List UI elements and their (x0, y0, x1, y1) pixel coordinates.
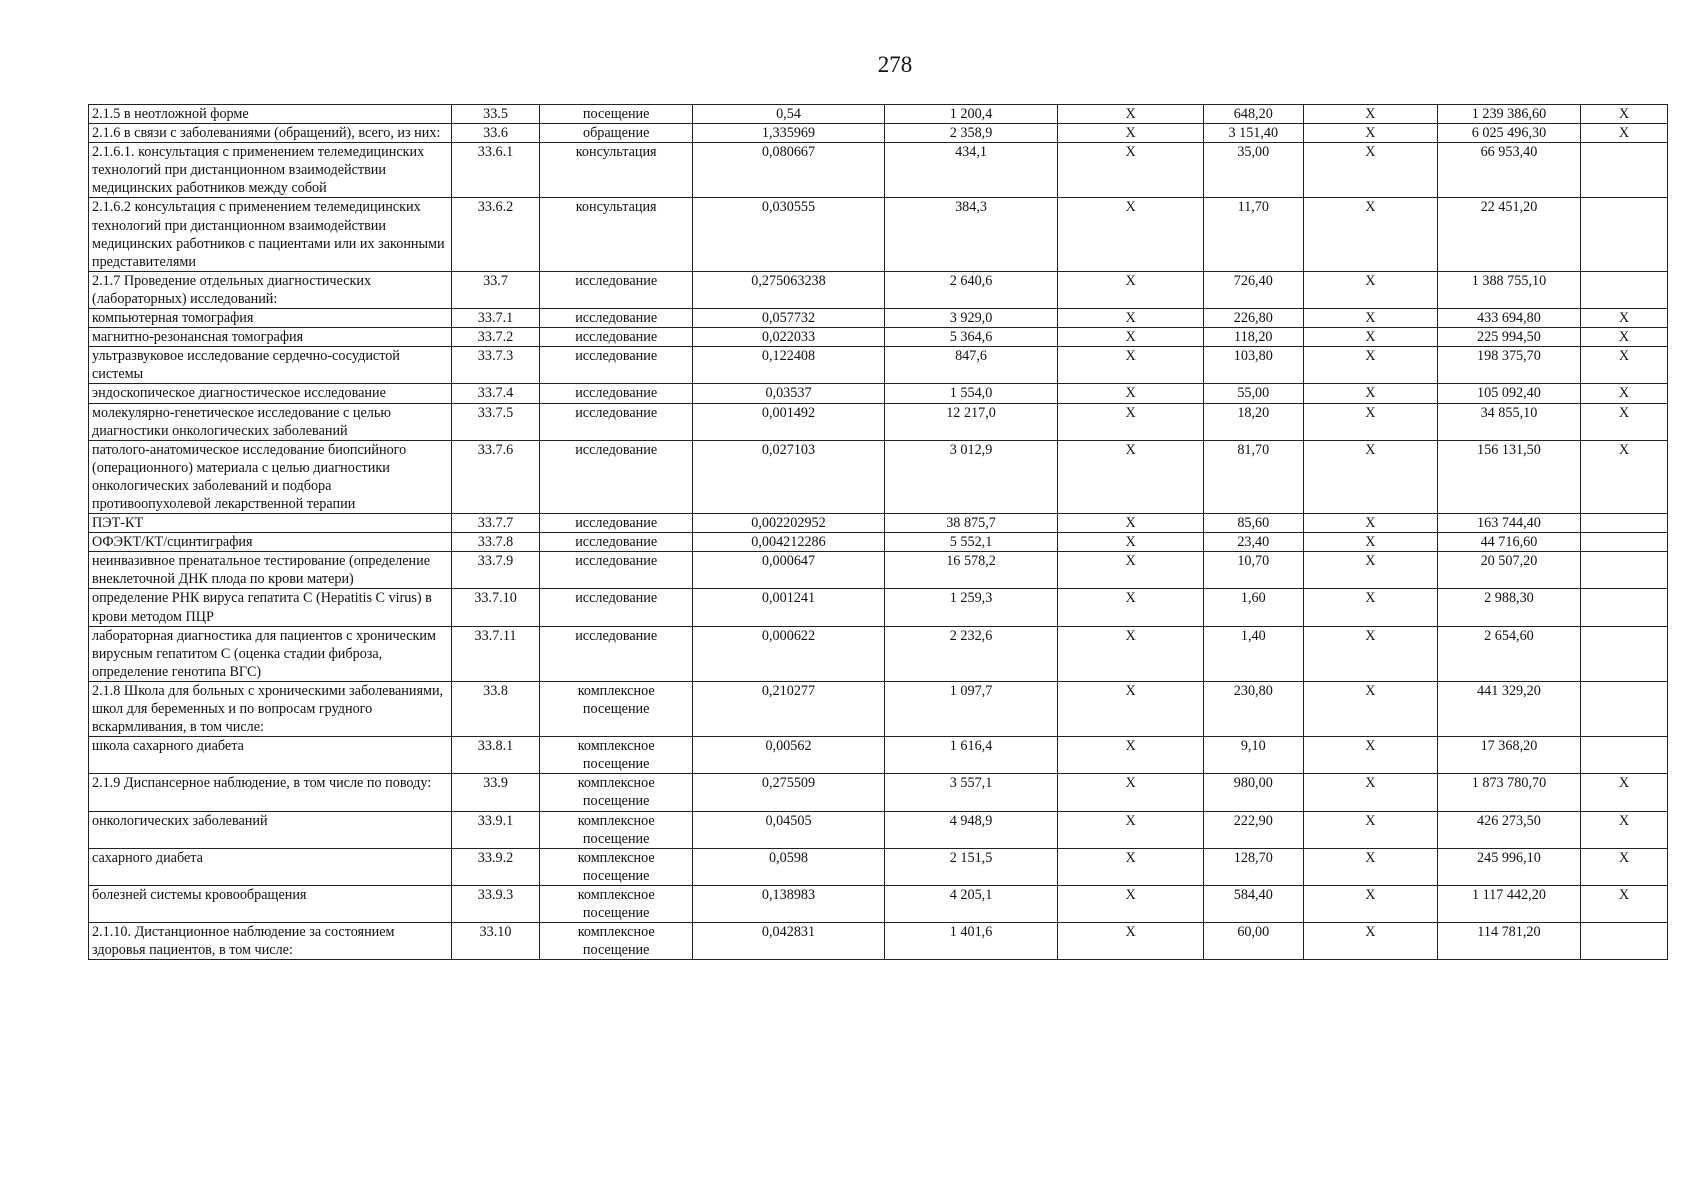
table-row (89, 403, 1668, 440)
row-total-cell: 44 716,60 (1437, 533, 1580, 552)
row-unit-cell: исследование (539, 403, 692, 440)
table-row (89, 124, 1668, 143)
row-x1-cell: X (1058, 309, 1203, 328)
row-unit-cell: исследование (539, 384, 692, 403)
row-x2-cell: X (1303, 198, 1437, 271)
row-sum-cell: 85,60 (1203, 514, 1303, 533)
row-cost-cell: 3 929,0 (884, 309, 1058, 328)
row-sum-cell: 226,80 (1203, 309, 1303, 328)
row-unit-cell: исследование (539, 626, 692, 681)
row-x1-cell: X (1058, 403, 1203, 440)
row-unit-cell: комплексное посещение (539, 848, 692, 885)
row-x3-cell: X (1581, 403, 1668, 440)
table-row (89, 440, 1668, 513)
row-total-cell: 1 873 780,70 (1437, 774, 1580, 811)
row-cost-cell: 3 557,1 (884, 774, 1058, 811)
row-name-cell: 2.1.6.2 консультация с применением телемедицинских технологий при дистанционном взаимодействии медицинских работников с пациентами или их законными представителями (89, 198, 452, 271)
row-total-cell: 426 273,50 (1437, 811, 1580, 848)
row-code-cell: 33.7 (452, 271, 540, 308)
row-cost-cell: 3 012,9 (884, 440, 1058, 513)
row-x2-cell: X (1303, 105, 1437, 124)
row-unit-cell: обращение (539, 124, 692, 143)
row-sum-cell: 103,80 (1203, 347, 1303, 384)
row-x2-cell: X (1303, 681, 1437, 736)
row-unit-cell: исследование (539, 589, 692, 626)
row-cost-cell: 1 259,3 (884, 589, 1058, 626)
row-x1-cell: X (1058, 328, 1203, 347)
row-code-cell: 33.9.3 (452, 885, 540, 922)
row-x1-cell: X (1058, 552, 1203, 589)
row-name-cell: определение РНК вируса гепатита С (Hepatitis C virus) в крови методом ПЦР (89, 589, 452, 626)
row-unit-cell: исследование (539, 440, 692, 513)
row-x3-cell: X (1581, 384, 1668, 403)
row-code-cell: 33.8 (452, 681, 540, 736)
row-x3-cell: X (1581, 328, 1668, 347)
row-norm-cell: 0,00562 (693, 737, 884, 774)
row-name-cell: неинвазивное пренатальное тестирование (определение внеклеточной ДНК плода по крови матери) (89, 552, 452, 589)
row-name-cell: 2.1.7 Проведение отдельных диагностических (лабораторных) исследований: (89, 271, 452, 308)
row-cost-cell: 4 205,1 (884, 885, 1058, 922)
row-name-cell: 2.1.6.1. консультация с применением телемедицинских технологий при дистанционном взаимодействии медицинских работников между собой (89, 143, 452, 198)
row-x3-cell: X (1581, 811, 1668, 848)
table-row (89, 681, 1668, 736)
row-sum-cell: 10,70 (1203, 552, 1303, 589)
row-x3-cell (1581, 271, 1668, 308)
row-x2-cell: X (1303, 533, 1437, 552)
row-code-cell: 33.7.2 (452, 328, 540, 347)
row-unit-cell: исследование (539, 533, 692, 552)
row-x3-cell: X (1581, 440, 1668, 513)
row-sum-cell: 1,60 (1203, 589, 1303, 626)
row-norm-cell: 0,000622 (693, 626, 884, 681)
row-name-cell: лабораторная диагностика для пациентов с хроническим вирусным гепатитом С (оценка стадии фиброза, определение генотипа ВГС) (89, 626, 452, 681)
row-norm-cell: 0,022033 (693, 328, 884, 347)
table-row (89, 848, 1668, 885)
row-x3-cell (1581, 737, 1668, 774)
row-total-cell: 163 744,40 (1437, 514, 1580, 533)
row-sum-cell: 11,70 (1203, 198, 1303, 271)
table-row (89, 885, 1668, 922)
table-row (89, 626, 1668, 681)
row-total-cell: 2 654,60 (1437, 626, 1580, 681)
row-cost-cell: 847,6 (884, 347, 1058, 384)
row-cost-cell: 384,3 (884, 198, 1058, 271)
row-unit-cell: исследование (539, 328, 692, 347)
table-row (89, 923, 1668, 960)
table-row (89, 811, 1668, 848)
table-row (89, 105, 1668, 124)
row-cost-cell: 1 200,4 (884, 105, 1058, 124)
row-x2-cell: X (1303, 848, 1437, 885)
row-norm-cell: 0,001241 (693, 589, 884, 626)
row-code-cell: 33.7.6 (452, 440, 540, 513)
row-norm-cell: 0,042831 (693, 923, 884, 960)
row-x3-cell (1581, 514, 1668, 533)
row-name-cell: ультразвуковое исследование сердечно-сосудистой системы (89, 347, 452, 384)
row-unit-cell: исследование (539, 552, 692, 589)
row-total-cell: 198 375,70 (1437, 347, 1580, 384)
row-code-cell: 33.7.5 (452, 403, 540, 440)
row-x1-cell: X (1058, 811, 1203, 848)
row-sum-cell: 222,90 (1203, 811, 1303, 848)
table-row (89, 347, 1668, 384)
table-row (89, 271, 1668, 308)
row-norm-cell: 0,275063238 (693, 271, 884, 308)
row-total-cell: 433 694,80 (1437, 309, 1580, 328)
row-cost-cell: 2 358,9 (884, 124, 1058, 143)
tariff-table (88, 104, 1668, 960)
row-x2-cell: X (1303, 811, 1437, 848)
row-sum-cell: 18,20 (1203, 403, 1303, 440)
row-x3-cell: X (1581, 848, 1668, 885)
row-total-cell: 22 451,20 (1437, 198, 1580, 271)
row-x1-cell: X (1058, 198, 1203, 271)
table-row (89, 774, 1668, 811)
row-cost-cell: 2 232,6 (884, 626, 1058, 681)
row-name-cell: 2.1.6 в связи с заболеваниями (обращений), всего, из них: (89, 124, 452, 143)
row-code-cell: 33.5 (452, 105, 540, 124)
table-row (89, 309, 1668, 328)
row-x2-cell: X (1303, 626, 1437, 681)
row-total-cell: 441 329,20 (1437, 681, 1580, 736)
row-x1-cell: X (1058, 681, 1203, 736)
row-norm-cell: 0,002202952 (693, 514, 884, 533)
row-sum-cell: 118,20 (1203, 328, 1303, 347)
row-norm-cell: 0,030555 (693, 198, 884, 271)
row-cost-cell: 16 578,2 (884, 552, 1058, 589)
row-code-cell: 33.7.9 (452, 552, 540, 589)
row-name-cell: 2.1.5 в неотложной форме (89, 105, 452, 124)
row-x3-cell (1581, 923, 1668, 960)
row-total-cell: 66 953,40 (1437, 143, 1580, 198)
table-body (89, 105, 1668, 960)
row-unit-cell: консультация (539, 143, 692, 198)
row-x1-cell: X (1058, 589, 1203, 626)
row-norm-cell: 0,04505 (693, 811, 884, 848)
row-x1-cell: X (1058, 885, 1203, 922)
row-norm-cell: 0,080667 (693, 143, 884, 198)
row-code-cell: 33.7.10 (452, 589, 540, 626)
row-sum-cell: 128,70 (1203, 848, 1303, 885)
row-x1-cell: X (1058, 514, 1203, 533)
row-x2-cell: X (1303, 440, 1437, 513)
row-total-cell: 114 781,20 (1437, 923, 1580, 960)
row-unit-cell: исследование (539, 309, 692, 328)
row-x3-cell (1581, 198, 1668, 271)
row-x2-cell: X (1303, 124, 1437, 143)
row-norm-cell: 0,03537 (693, 384, 884, 403)
row-cost-cell: 2 151,5 (884, 848, 1058, 885)
row-x1-cell: X (1058, 440, 1203, 513)
row-x1-cell: X (1058, 143, 1203, 198)
page-number: 278 (877, 52, 913, 77)
row-code-cell: 33.7.3 (452, 347, 540, 384)
row-sum-cell: 584,40 (1203, 885, 1303, 922)
row-x1-cell: X (1058, 737, 1203, 774)
row-x3-cell (1581, 681, 1668, 736)
row-unit-cell: комплексное посещение (539, 885, 692, 922)
row-name-cell: магнитно-резонансная томография (89, 328, 452, 347)
row-x2-cell: X (1303, 552, 1437, 589)
row-cost-cell: 1 401,6 (884, 923, 1058, 960)
row-x3-cell: X (1581, 105, 1668, 124)
row-x2-cell: X (1303, 589, 1437, 626)
row-x2-cell: X (1303, 403, 1437, 440)
row-norm-cell: 0,275509 (693, 774, 884, 811)
row-x1-cell: X (1058, 626, 1203, 681)
row-unit-cell: посещение (539, 105, 692, 124)
row-x1-cell: X (1058, 271, 1203, 308)
row-code-cell: 33.7.4 (452, 384, 540, 403)
row-cost-cell: 1 097,7 (884, 681, 1058, 736)
row-x2-cell: X (1303, 737, 1437, 774)
row-code-cell: 33.9 (452, 774, 540, 811)
row-total-cell: 225 994,50 (1437, 328, 1580, 347)
row-total-cell: 6 025 496,30 (1437, 124, 1580, 143)
row-code-cell: 33.7.8 (452, 533, 540, 552)
table-row (89, 198, 1668, 271)
row-x3-cell (1581, 533, 1668, 552)
table-row (89, 533, 1668, 552)
table-row (89, 143, 1668, 198)
row-x1-cell: X (1058, 774, 1203, 811)
row-total-cell: 1 117 442,20 (1437, 885, 1580, 922)
row-x3-cell: X (1581, 309, 1668, 328)
row-unit-cell: комплексное посещение (539, 681, 692, 736)
row-code-cell: 33.7.7 (452, 514, 540, 533)
table-row (89, 514, 1668, 533)
row-unit-cell: консультация (539, 198, 692, 271)
row-cost-cell: 38 875,7 (884, 514, 1058, 533)
row-name-cell: эндоскопическое диагностическое исследование (89, 384, 452, 403)
row-name-cell: 2.1.10. Дистанционное наблюдение за состоянием здоровья пациентов, в том числе: (89, 923, 452, 960)
row-x2-cell: X (1303, 271, 1437, 308)
row-norm-cell: 1,335969 (693, 124, 884, 143)
row-norm-cell: 0,210277 (693, 681, 884, 736)
row-norm-cell: 0,027103 (693, 440, 884, 513)
row-sum-cell: 3 151,40 (1203, 124, 1303, 143)
row-name-cell: онкологических заболеваний (89, 811, 452, 848)
row-total-cell: 105 092,40 (1437, 384, 1580, 403)
row-name-cell: молекулярно-генетическое исследование с целью диагностики онкологических заболеваний (89, 403, 452, 440)
row-sum-cell: 1,40 (1203, 626, 1303, 681)
row-sum-cell: 23,40 (1203, 533, 1303, 552)
row-sum-cell: 980,00 (1203, 774, 1303, 811)
row-unit-cell: комплексное посещение (539, 923, 692, 960)
row-code-cell: 33.7.11 (452, 626, 540, 681)
row-code-cell: 33.8.1 (452, 737, 540, 774)
row-sum-cell: 35,00 (1203, 143, 1303, 198)
row-code-cell: 33.9.1 (452, 811, 540, 848)
row-cost-cell: 434,1 (884, 143, 1058, 198)
row-code-cell: 33.6.2 (452, 198, 540, 271)
row-x2-cell: X (1303, 774, 1437, 811)
row-norm-cell: 0,0598 (693, 848, 884, 885)
row-x3-cell: X (1581, 347, 1668, 384)
row-name-cell: патолого-анатомическое исследование биопсийного (операционного) материала с целью диагностики онкологических заболеваний и подбора противоопухолевой лекарственной терапии (89, 440, 452, 513)
row-x2-cell: X (1303, 347, 1437, 384)
row-x2-cell: X (1303, 309, 1437, 328)
row-norm-cell: 0,54 (693, 105, 884, 124)
row-cost-cell: 1 616,4 (884, 737, 1058, 774)
row-sum-cell: 648,20 (1203, 105, 1303, 124)
row-unit-cell: исследование (539, 271, 692, 308)
row-unit-cell: комплексное посещение (539, 811, 692, 848)
row-cost-cell: 12 217,0 (884, 403, 1058, 440)
row-name-cell: компьютерная томография (89, 309, 452, 328)
row-sum-cell: 81,70 (1203, 440, 1303, 513)
row-x3-cell: X (1581, 774, 1668, 811)
row-cost-cell: 5 552,1 (884, 533, 1058, 552)
row-sum-cell: 726,40 (1203, 271, 1303, 308)
row-x1-cell: X (1058, 384, 1203, 403)
row-x3-cell: X (1581, 885, 1668, 922)
row-name-cell: ПЭТ-КТ (89, 514, 452, 533)
row-norm-cell: 0,122408 (693, 347, 884, 384)
row-unit-cell: исследование (539, 514, 692, 533)
row-x1-cell: X (1058, 848, 1203, 885)
row-sum-cell: 60,00 (1203, 923, 1303, 960)
row-x2-cell: X (1303, 923, 1437, 960)
row-x2-cell: X (1303, 384, 1437, 403)
row-total-cell: 34 855,10 (1437, 403, 1580, 440)
row-total-cell: 1 388 755,10 (1437, 271, 1580, 308)
row-name-cell: 2.1.9 Диспансерное наблюдение, в том числе по поводу: (89, 774, 452, 811)
row-x3-cell (1581, 589, 1668, 626)
row-x1-cell: X (1058, 105, 1203, 124)
row-x3-cell: X (1581, 124, 1668, 143)
table-row (89, 384, 1668, 403)
row-x1-cell: X (1058, 347, 1203, 384)
row-x1-cell: X (1058, 923, 1203, 960)
row-total-cell: 2 988,30 (1437, 589, 1580, 626)
row-x2-cell: X (1303, 885, 1437, 922)
row-norm-cell: 0,001492 (693, 403, 884, 440)
row-code-cell: 33.9.2 (452, 848, 540, 885)
row-norm-cell: 0,004212286 (693, 533, 884, 552)
table-row (89, 737, 1668, 774)
row-x1-cell: X (1058, 124, 1203, 143)
row-norm-cell: 0,138983 (693, 885, 884, 922)
row-x3-cell (1581, 552, 1668, 589)
row-name-cell: 2.1.8 Школа для больных с хроническими заболеваниями, школ для беременных и по вопросам грудного вскармливания, в том числе: (89, 681, 452, 736)
row-cost-cell: 1 554,0 (884, 384, 1058, 403)
row-sum-cell: 230,80 (1203, 681, 1303, 736)
row-cost-cell: 2 640,6 (884, 271, 1058, 308)
table-row (89, 589, 1668, 626)
row-code-cell: 33.6 (452, 124, 540, 143)
row-x3-cell (1581, 143, 1668, 198)
row-x2-cell: X (1303, 514, 1437, 533)
row-name-cell: школа сахарного диабета (89, 737, 452, 774)
row-total-cell: 156 131,50 (1437, 440, 1580, 513)
row-unit-cell: исследование (539, 347, 692, 384)
table-row (89, 552, 1668, 589)
row-unit-cell: комплексное посещение (539, 774, 692, 811)
row-code-cell: 33.10 (452, 923, 540, 960)
row-code-cell: 33.7.1 (452, 309, 540, 328)
row-total-cell: 20 507,20 (1437, 552, 1580, 589)
row-x2-cell: X (1303, 143, 1437, 198)
row-code-cell: 33.6.1 (452, 143, 540, 198)
row-name-cell: ОФЭКТ/КТ/сцинтиграфия (89, 533, 452, 552)
row-cost-cell: 5 364,6 (884, 328, 1058, 347)
row-total-cell: 245 996,10 (1437, 848, 1580, 885)
row-sum-cell: 9,10 (1203, 737, 1303, 774)
row-total-cell: 17 368,20 (1437, 737, 1580, 774)
row-unit-cell: комплексное посещение (539, 737, 692, 774)
row-x2-cell: X (1303, 328, 1437, 347)
row-norm-cell: 0,000647 (693, 552, 884, 589)
row-name-cell: сахарного диабета (89, 848, 452, 885)
table-row (89, 328, 1668, 347)
row-total-cell: 1 239 386,60 (1437, 105, 1580, 124)
row-name-cell: болезней системы кровообращения (89, 885, 452, 922)
row-cost-cell: 4 948,9 (884, 811, 1058, 848)
row-norm-cell: 0,057732 (693, 309, 884, 328)
row-x1-cell: X (1058, 533, 1203, 552)
row-sum-cell: 55,00 (1203, 384, 1303, 403)
row-x3-cell (1581, 626, 1668, 681)
